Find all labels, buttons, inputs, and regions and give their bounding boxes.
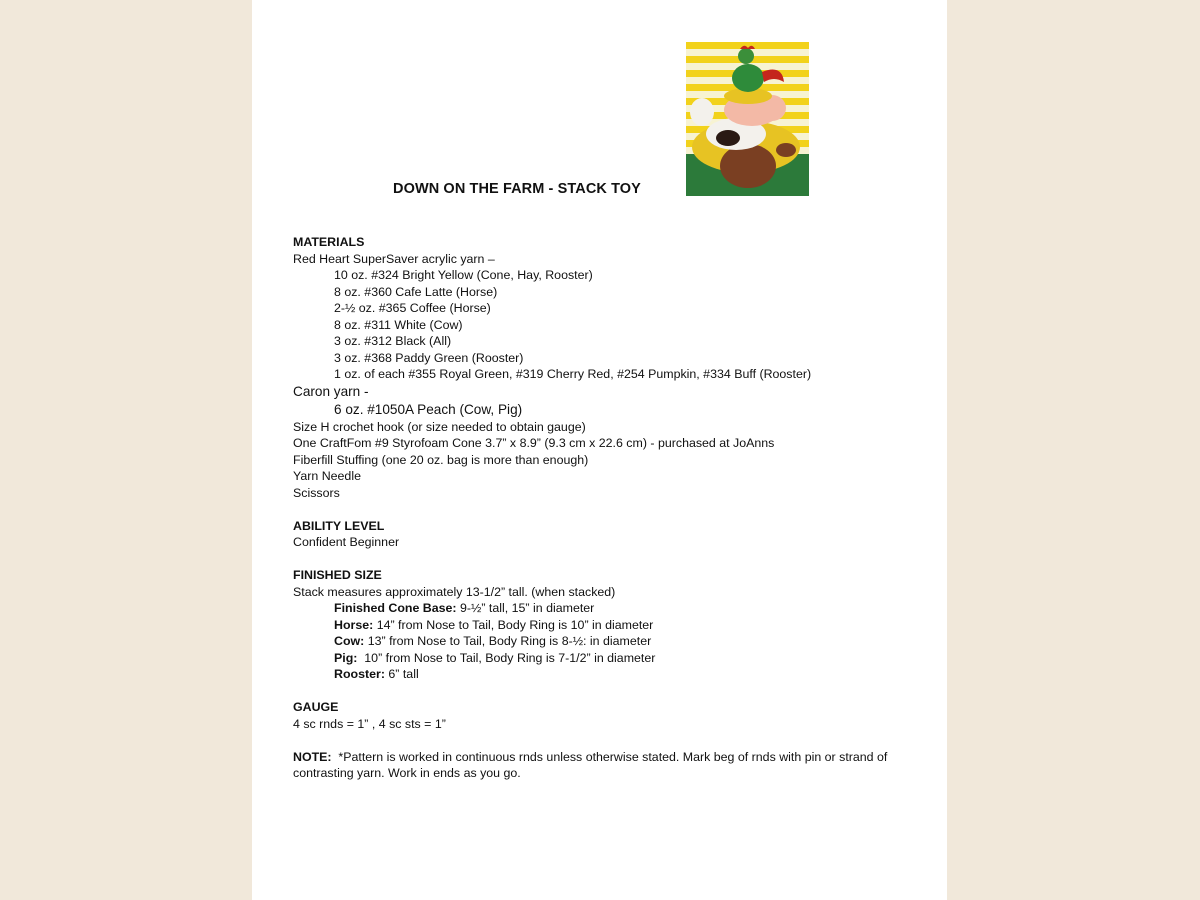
photo-shape-rooster <box>732 64 764 92</box>
stack-toy-illustration <box>686 42 809 196</box>
size-text: 9-½” tall, 15” in diameter <box>456 601 595 615</box>
page-title: DOWN ON THE FARM - STACK TOY <box>393 181 641 197</box>
caron-item: 6 oz. #1050A Peach (Cow, Pig) <box>334 401 523 417</box>
finished-size-heading: FINISHED SIZE <box>293 568 382 582</box>
size-text: 13” from Nose to Tail, Body Ring is 8-½: in diameter <box>364 634 652 648</box>
gauge-heading: GAUGE <box>293 700 339 714</box>
size-label: Horse: <box>334 617 374 632</box>
note-paragraph <box>293 749 913 782</box>
material-item: Scissors <box>293 485 340 500</box>
finished-size-item <box>293 633 913 650</box>
red-heart-intro: Red Heart SuperSaver acrylic yarn – <box>293 251 495 266</box>
spacer <box>293 551 913 568</box>
caron-intro: Caron yarn - <box>293 383 369 399</box>
pattern-content <box>293 234 913 782</box>
size-label: Finished Cone Base: <box>334 601 457 615</box>
materials-heading: MATERIALS <box>293 235 365 249</box>
red-heart-item: 10 oz. #324 Bright Yellow (Cone, Hay, Rooster) <box>334 268 593 282</box>
size-label: Rooster: <box>334 667 385 681</box>
material-item: Fiberfill Stuffing (one 20 oz. bag is more than enough) <box>293 452 589 467</box>
spacer <box>293 732 913 749</box>
ability-heading: ABILITY LEVEL <box>293 518 385 533</box>
size-text: 6” tall <box>384 667 419 681</box>
red-heart-item: 8 oz. #311 White (Cow) <box>334 317 463 332</box>
red-heart-item: 3 oz. #368 Paddy Green (Rooster) <box>334 350 524 365</box>
red-heart-item: 3 oz. #312 Black (All) <box>334 334 452 348</box>
photo-shape-cowspot <box>716 130 740 146</box>
photo-shape-cowhead <box>690 98 714 126</box>
size-text: 14” from Nose to Tail, Body Ring is 10” in diameter <box>373 617 654 632</box>
document-page <box>252 0 947 900</box>
photo-shape-horse <box>720 144 776 188</box>
note-text: *Pattern is worked in continuous rnds unless otherwise stated. Mark beg of rnds with pin or strand of contrasting yarn. Work in ends as you go. <box>293 749 891 780</box>
photo-shape-roosterhead <box>738 48 754 64</box>
finished-size-item <box>293 617 913 634</box>
spacer <box>293 501 913 518</box>
finished-size-item <box>293 650 913 667</box>
size-text: 10” from Nose to Tail, Body Ring is 7-1/2” in diameter <box>357 650 656 665</box>
red-heart-item: 1 oz. of each #355 Royal Green, #319 Cherry Red, #254 Pumpkin, #334 Buff (Rooster) <box>334 367 812 381</box>
finished-size-intro: Stack measures approximately 13-1/2” tall. (when stacked) <box>293 584 616 599</box>
finished-size-item <box>293 600 913 617</box>
gauge-value: 4 sc rnds = 1” , 4 sc sts = 1” <box>293 716 446 731</box>
finished-size-item <box>293 666 913 683</box>
red-heart-item: 8 oz. #360 Cafe Latte (Horse) <box>334 284 498 299</box>
red-heart-item: 2-½ oz. #365 Coffee (Horse) <box>334 301 491 315</box>
material-item: Size H crochet hook (or size needed to obtain gauge) <box>293 419 586 434</box>
material-item: One CraftFom #9 Styrofoam Cone 3.7” x 8.9” (9.3 cm x 22.6 cm) - purchased at JoAnns <box>293 436 775 450</box>
size-label: Pig: <box>334 650 358 665</box>
note-label: NOTE: <box>293 749 332 764</box>
photo-shape-horse2 <box>776 143 796 157</box>
spacer <box>293 683 913 700</box>
stack-toy-photo <box>686 42 809 196</box>
ability-value: Confident Beginner <box>293 535 400 549</box>
size-label: Cow: <box>334 634 365 648</box>
material-item: Yarn Needle <box>293 469 361 483</box>
